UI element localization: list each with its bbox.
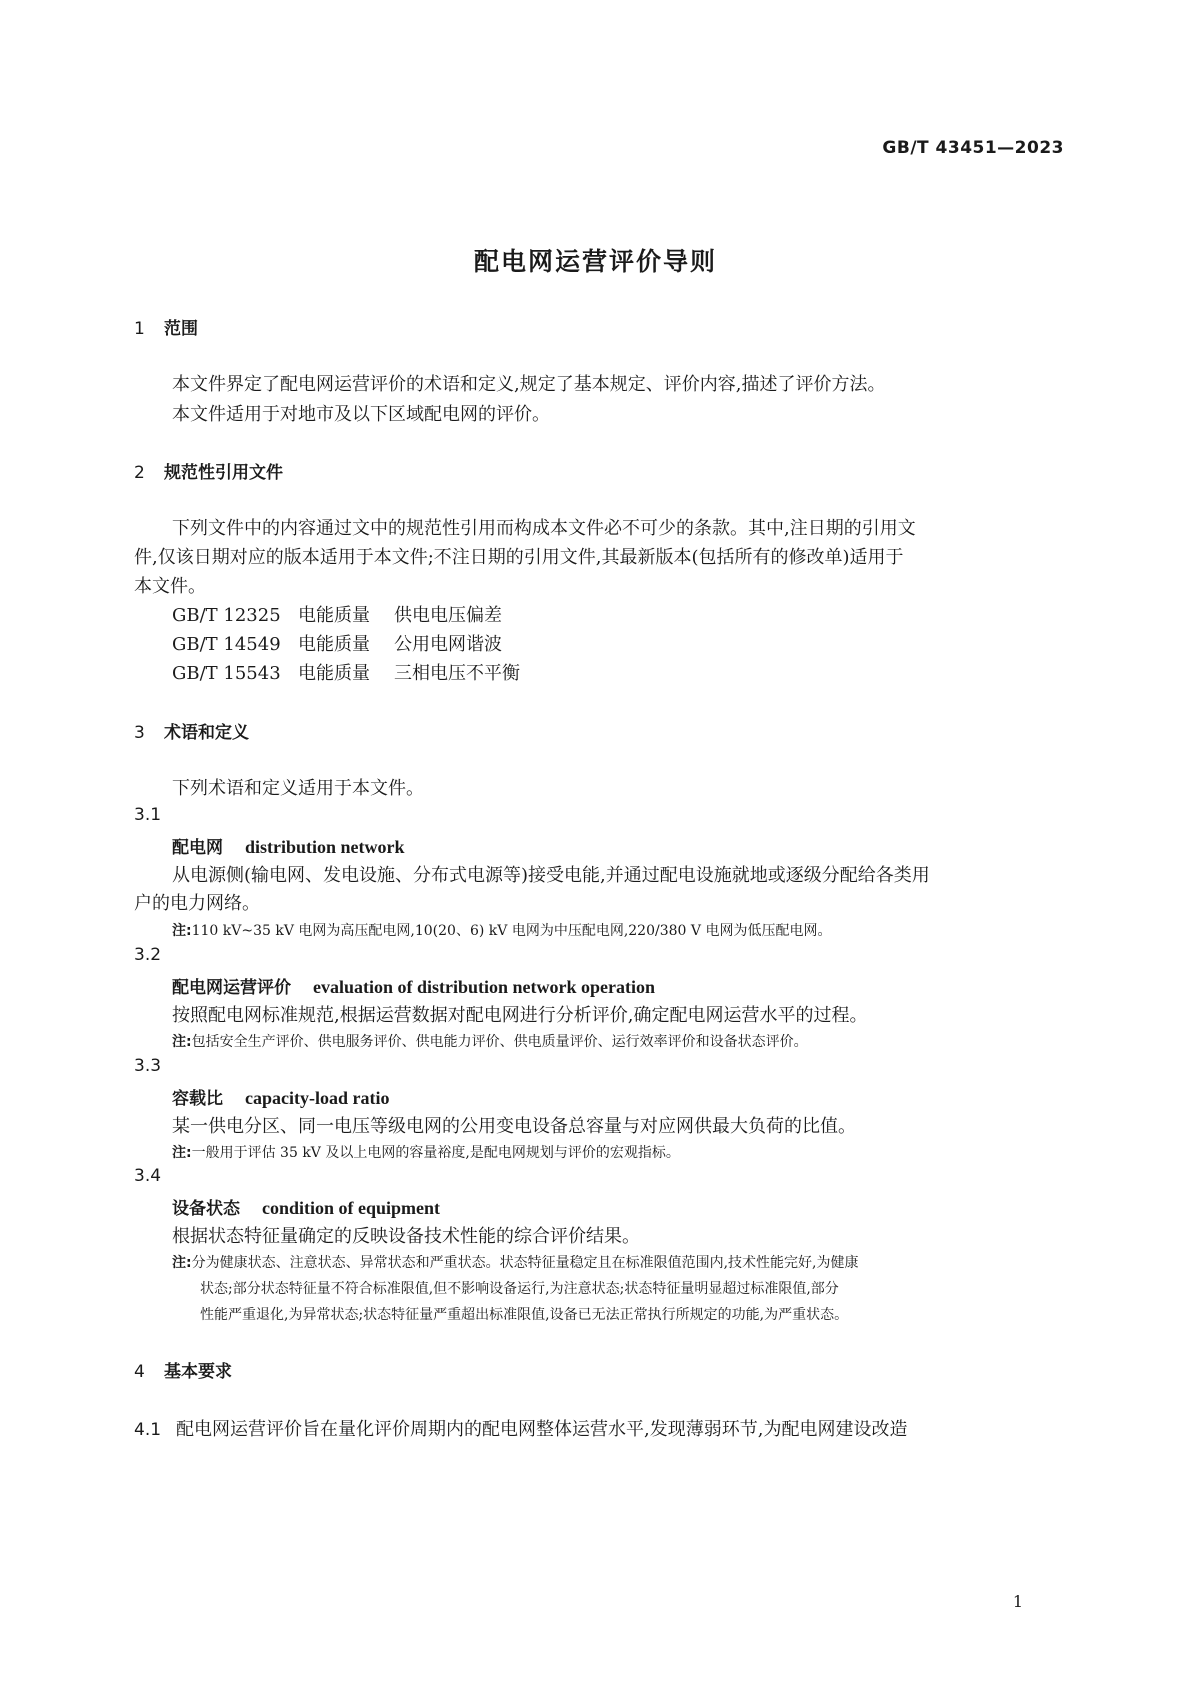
term-english: capacity-load ratio (245, 1088, 390, 1108)
term-note (172, 1031, 808, 1051)
note-text: 一般用于评估 35 kV 及以上电网的容量裕度,是配电网规划与评价的宏观指标。 (191, 1145, 680, 1161)
term-heading (172, 973, 655, 998)
paragraph: 本文件适用于对地市及以下区域配电网的评价。 (172, 404, 550, 425)
section-title: 规范性引用文件 (164, 463, 283, 483)
reference-category: 电能质量 (298, 634, 370, 655)
note-text: 分为健康状态、注意状态、异常状态和严重状态。状态特征量稳定且在标准限值范围内,技术性能完好,为健康 (191, 1255, 859, 1271)
definition-line: 按照配电网标准规范,根据运营数据对配电网进行分析评价,确定配电网运营水平的过程。 (172, 1005, 868, 1026)
definition-line: 某一供电分区、同一电压等级电网的公用变电设备总容量与对应网供最大负荷的比值。 (172, 1116, 856, 1137)
term-heading (172, 833, 405, 858)
term-note (172, 1252, 859, 1272)
definition-line: 户的电力网络。 (134, 893, 260, 914)
paragraph: 下列术语和定义适用于本文件。 (172, 778, 424, 799)
section-number: 1 (134, 319, 145, 339)
term-chinese: 配电网 (172, 838, 223, 858)
section-title: 基本要求 (164, 1362, 232, 1382)
standard-number: GB/T 43451—2023 (882, 138, 1064, 158)
reference-name: 三相电压不平衡 (394, 663, 520, 684)
term-note (172, 920, 831, 940)
reference-item (172, 630, 502, 656)
term-chinese: 配电网运营评价 (172, 978, 291, 998)
document-title: 配电网运营评价导则 (473, 247, 717, 276)
term-number: 3.4 (134, 1166, 162, 1186)
term-english: condition of equipment (262, 1198, 441, 1218)
reference-item (172, 601, 502, 627)
clause-text: 配电网运营评价旨在量化评价周期内的配电网整体运营水平,发现薄弱环节,为配电网建设改造 (176, 1419, 908, 1440)
term-english: distribution network (245, 837, 405, 857)
note-text: 性能严重退化,为异常状态;状态特征量严重超出标准限值,设备已无法正常执行所规定的功能,为严重状态。 (200, 1307, 849, 1323)
section-3-heading (134, 718, 249, 743)
section-4-heading (134, 1357, 232, 1382)
definition-line: 根据状态特征量确定的反映设备技术性能的综合评价结果。 (172, 1226, 640, 1247)
note-text: 110 kV~35 kV 电网为高压配电网,10(20、6) kV 电网为中压配电网,220/380 V 电网为低压配电网。 (191, 923, 832, 939)
reference-code: GB/T 12325 (172, 605, 281, 626)
section-title: 术语和定义 (164, 723, 249, 743)
term-english: evaluation of distribution network operation (313, 977, 656, 997)
note-label: 注: (172, 1255, 192, 1271)
term-number: 3.2 (134, 945, 162, 965)
paragraph-line: 件,仅该日期对应的版本适用于本文件;不注日期的引用文件,其最新版本(包括所有的修改单)适用于 (134, 547, 904, 568)
reference-category: 电能质量 (298, 605, 370, 626)
term-heading (172, 1194, 440, 1219)
page-number: 1 (1012, 1592, 1023, 1611)
reference-code: GB/T 15543 (172, 663, 281, 684)
term-heading (172, 1084, 389, 1109)
note-label: 注: (172, 923, 192, 939)
section-number: 2 (134, 463, 145, 483)
paragraph: 本文件界定了配电网运营评价的术语和定义,规定了基本规定、评价内容,描述了评价方法。 (172, 374, 886, 395)
reference-item (172, 659, 520, 685)
note-text: 状态;部分状态特征量不符合标准限值,但不影响设备运行,为注意状态;状态特征量明显超过标准限值,部分 (200, 1281, 839, 1297)
term-chinese: 设备状态 (172, 1199, 240, 1219)
term-number: 3.1 (134, 805, 162, 825)
note-text: 包括安全生产评价、供电服务评价、供电能力评价、供电质量评价、运行效率评价和设备状态评价。 (191, 1034, 808, 1050)
definition-line: 从电源侧(输电网、发电设施、分布式电源等)接受电能,并通过配电设施就地或逐级分配给各类用 (172, 865, 930, 886)
section-title: 范围 (164, 319, 198, 339)
clause-number: 4.1 (134, 1420, 162, 1440)
clause (134, 1415, 907, 1441)
paragraph-line: 本文件。 (134, 576, 206, 597)
section-2-heading (134, 458, 283, 483)
section-number: 3 (134, 723, 145, 743)
reference-code: GB/T 14549 (172, 634, 281, 655)
section-number: 4 (134, 1362, 145, 1382)
note-label: 注: (172, 1034, 192, 1050)
note-label: 注: (172, 1145, 192, 1161)
section-1-heading (134, 314, 198, 339)
term-chinese: 容载比 (172, 1089, 223, 1109)
paragraph-line: 下列文件中的内容通过文中的规范性引用而构成本文件必不可少的条款。其中,注日期的引用文 (172, 518, 916, 539)
term-note (172, 1142, 680, 1162)
reference-name: 公用电网谐波 (394, 634, 502, 655)
reference-category: 电能质量 (298, 663, 370, 684)
reference-name: 供电电压偏差 (394, 605, 502, 626)
term-number: 3.3 (134, 1056, 162, 1076)
